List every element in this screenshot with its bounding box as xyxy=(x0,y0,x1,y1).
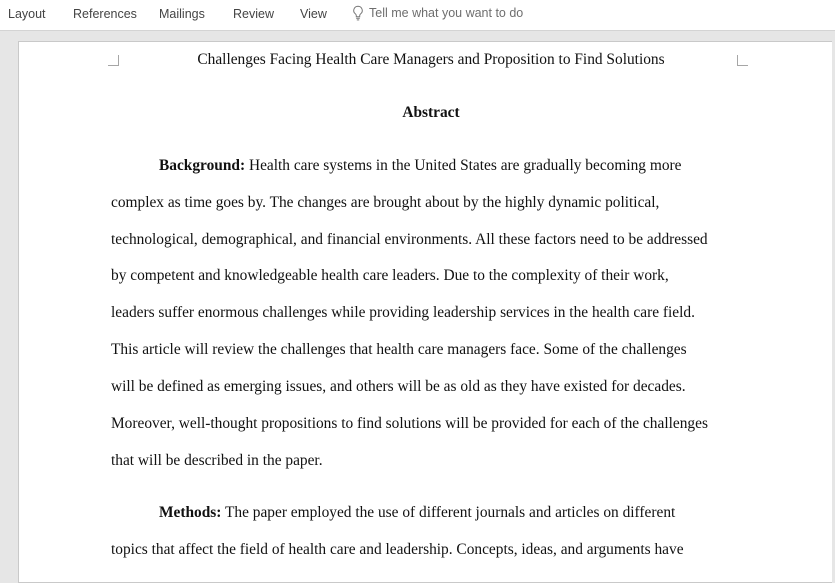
paragraph-line: topics that affect the field of health care and leadership. Concepts, ideas, and arguments have xyxy=(111,541,684,558)
tab-mailings[interactable]: Mailings xyxy=(159,7,205,21)
paragraph-line: technological, demographical, and financial environments. All these factors need to be addressed xyxy=(111,231,708,248)
background-label: Background: xyxy=(159,157,246,174)
tell-me-text: Tell me what you want to do xyxy=(369,6,524,20)
abstract-heading: Abstract xyxy=(402,104,460,121)
paragraph-line: that will be described in the paper. xyxy=(111,452,323,469)
paragraph-line: Methods: The paper employed the use of different journals and articles on different xyxy=(159,504,676,521)
tab-view[interactable]: View xyxy=(300,7,327,21)
lightbulb-icon xyxy=(352,5,364,21)
paragraph-line: by competent and knowledgeable health care leaders. Due to the complexity of their work, xyxy=(111,267,669,284)
document-page[interactable] xyxy=(18,41,832,583)
methods-label: Methods: xyxy=(159,504,222,521)
paragraph-line: This article will review the challenges that health care managers face. Some of the challenges xyxy=(111,341,687,358)
tab-references[interactable]: References xyxy=(73,7,137,21)
paragraph-line: Moreover, well-thought propositions to find solutions will be provided for each of the challenges xyxy=(111,415,708,432)
document-title: Challenges Facing Health Care Managers and Proposition to Find Solutions xyxy=(197,51,665,68)
tab-layout[interactable]: Layout xyxy=(8,7,46,21)
ribbon xyxy=(0,0,835,31)
paragraph-line: complex as time goes by. The changes are brought about by the highly dynamic political, xyxy=(111,194,660,211)
paragraph-line: leaders suffer enormous challenges while providing leadership services in the health care field. xyxy=(111,304,695,321)
paragraph-line: Background: Health care systems in the United States are gradually becoming more xyxy=(159,157,682,174)
tab-review[interactable]: Review xyxy=(233,7,274,21)
tell-me-box[interactable] xyxy=(352,5,523,21)
paragraph-line: will be defined as emerging issues, and others will be as old as they have existed for decades. xyxy=(111,378,686,395)
